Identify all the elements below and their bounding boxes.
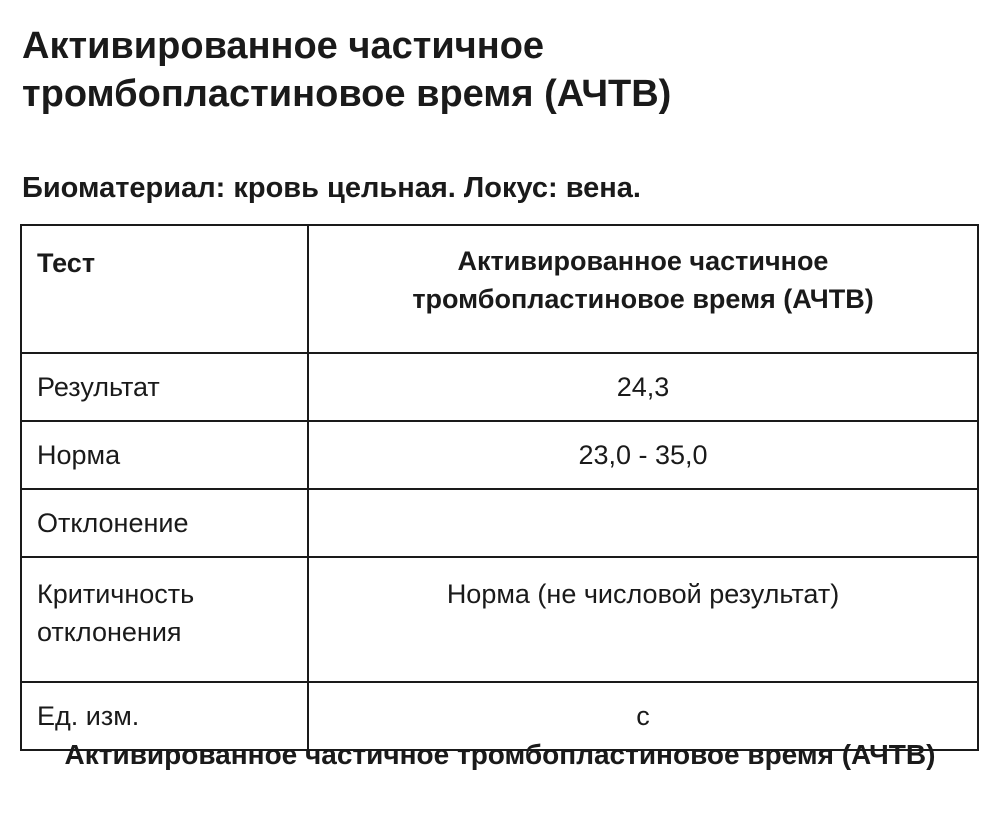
row-label: Критичность отклонения [21,557,308,682]
row-label: Норма [21,421,308,489]
row-label: Ед. изм. [21,682,308,750]
header-label-cell: Тест [21,225,308,353]
table-header-row [21,225,978,353]
row-value: с [308,682,978,750]
table-row-result [21,353,978,421]
biomaterial-info: Биоматериал: кровь цельная. Локус: вена. [22,172,641,204]
table-row-deviation [21,489,978,557]
table-row-norm [21,421,978,489]
table-caption: Активированное частичное тромбопластиновое время (АЧТВ) [64,739,936,770]
row-value [308,489,978,557]
header-value-cell: Активированное частичное тромбопластиновое время (АЧТВ) [308,225,978,353]
row-label: Отклонение [21,489,308,557]
row-value: 24,3 [308,353,978,421]
row-value: 23,0 - 35,0 [308,421,978,489]
results-table [20,224,979,751]
row-value: Норма (не числовой результат) [308,557,978,682]
page-title: Активированное частичное тромбопластиновое время (АЧТВ) [22,25,672,115]
table-row-criticality [21,557,978,682]
row-label: Результат [21,353,308,421]
